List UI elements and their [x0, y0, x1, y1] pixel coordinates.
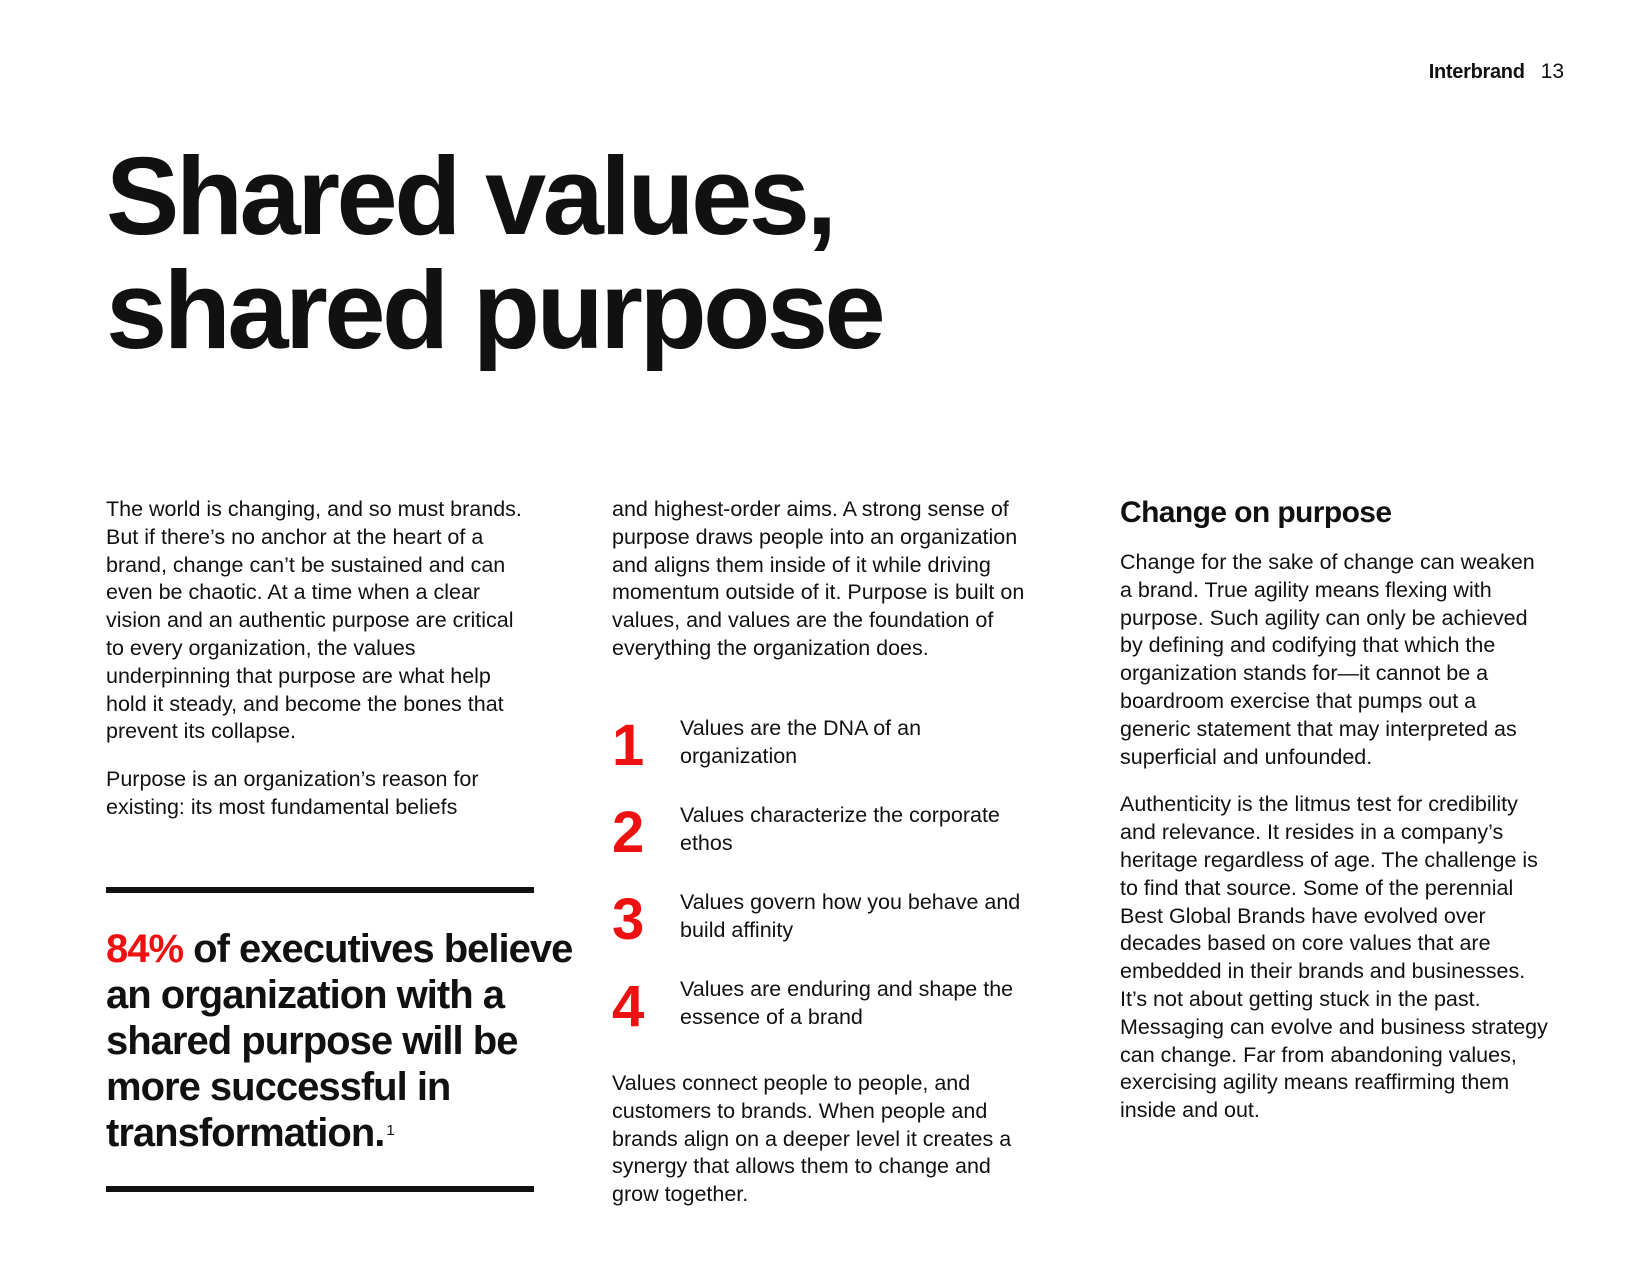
list-text: Values are enduring and shape the essence of a brand — [680, 977, 1014, 1029]
list-number: 4 — [612, 974, 644, 1039]
list-text: Values characterize the corporate ethos — [680, 803, 1000, 855]
brand-name: Interbrand — [1428, 61, 1525, 83]
column-1 — [106, 496, 526, 822]
col2-intro-paragraph: and highest-order aims. A strong sense of purpose draws people into an organization and aligns them inside of it while driving momentum outside of it. Purpose is built on values, and values are the foundation of everything the organization does. — [612, 497, 1025, 660]
page-header — [1429, 60, 1564, 84]
stat-highlight: 84% — [106, 927, 184, 971]
title-line-2: shared purpose — [106, 249, 883, 372]
col1-paragraph-2: Purpose is an organization’s reason for existing: its most fundamental beliefs — [106, 767, 479, 819]
column-2-intro — [612, 496, 1042, 663]
page-number: 13 — [1540, 60, 1564, 83]
title-line-1: Shared values, — [106, 135, 834, 258]
section-heading: Change on purpose — [1120, 496, 1392, 529]
callout-rule-bottom — [106, 1186, 534, 1192]
stat-text: of executives believe an organization with a shared purpose will be more successful in transformation. — [106, 927, 573, 1155]
list-text: Values are the DNA of an organization — [680, 716, 922, 768]
col1-paragraph-1: The world is changing, and so must brands. But if there’s no anchor at the heart of a brand, change can’t be sustained and can even be chaotic. At a time when a clear vision and an authentic purpose are critical to every organization, the values underpinning that purpose are what help hold it steady, and become the bones that prevent its collapse. — [106, 497, 522, 744]
list-text: Values govern how you behave and build affinity — [680, 890, 1021, 942]
footnote-marker: 1 — [386, 1122, 394, 1139]
column-3 — [1120, 496, 1550, 1125]
list-item — [612, 976, 1042, 1063]
list-item — [612, 889, 1042, 976]
list-number: 3 — [612, 887, 644, 952]
col3-paragraph-1: Change for the sake of change can weaken a brand. True agility means flexing with purpose. Such agility can only be achieved by defining and codifying that which the organization stands for—it cannot be a boardroom exercise that pumps out a generic statement that may interpreted as superficial and unfounded. — [1120, 550, 1535, 769]
col3-paragraph-2: Authenticity is the litmus test for credibility and relevance. It resides in a company’s heritage regardless of age. The challenge is to find that source. Some of the perennial Best Global Brands have evolved over decades based on core values that are embedded in their brands and businesses. It’s not about getting stuck in the past. Messaging can evolve and business strategy can change. Far from abandoning values, exercising agility means reaffirming them inside and out. — [1120, 792, 1548, 1123]
col2-closing-paragraph: Values connect people to people, and customers to brands. When people and brands align on a deeper level it creates a synergy that allows them to change and grow together. — [612, 1071, 1012, 1207]
list-number: 1 — [612, 713, 644, 778]
page-title — [106, 135, 883, 372]
values-list — [612, 715, 1042, 1063]
list-item — [612, 715, 1042, 802]
stat-callout — [106, 926, 576, 1156]
column-2-closing — [612, 1070, 1042, 1209]
callout-rule-top — [106, 887, 534, 893]
list-number: 2 — [612, 800, 644, 865]
list-item — [612, 802, 1042, 889]
